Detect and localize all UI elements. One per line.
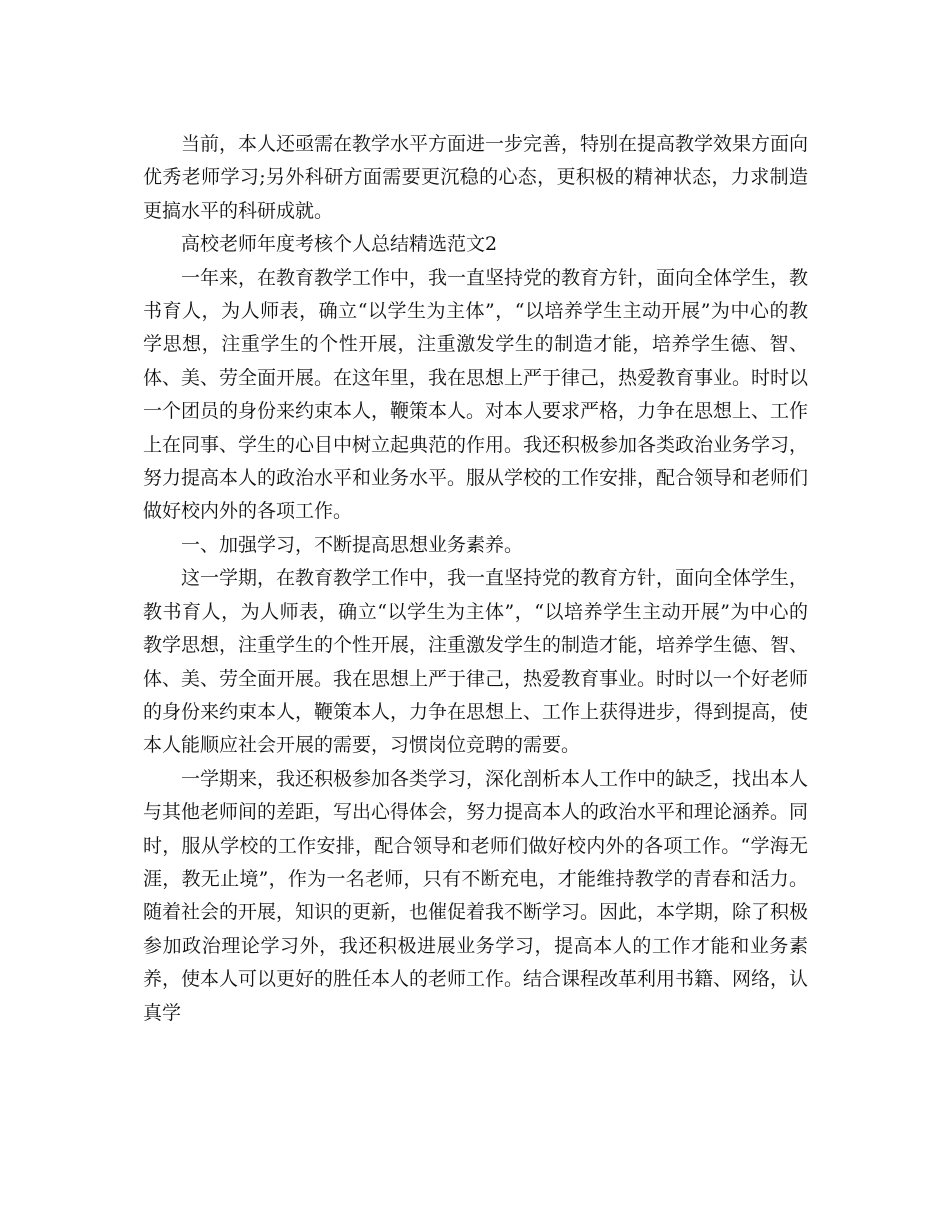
section-title-sample-2: 高校老师年度考核个人总结精选范文2 [181, 233, 498, 256]
paragraph-semester-thoughts: 这一学期，在教育教学工作中，我一直坚持党的教育方针，面向全体学生，教书育人，为人师表，确立“以学生为主体”，“以培养学生主动开展”为中心的教学思想，注重学生的个性开展，注重激发学生的制造才能，培养学生德、智、体、美、劳全面开展。我在思想上严于律己，热爱教育事业。时时以一个好老师的身份来约束本人，鞭策本人，力争在思想上、工作上获得进步，得到提高，使本人能顺应社会开展的需要，习惯岗位竞聘的需要。 [143, 567, 809, 757]
paragraph-improvement-plan: 当前，本人还亟需在教学水平方面进一步完善，特别在提高教学效果方面向优秀老师学习;另外科研方面需要更沉稳的心态，更积极的精神状态，力求制造更搞水平的科研成就。 [143, 133, 809, 222]
paragraph-year-review: 一年来，在教育教学工作中，我一直坚持党的教育方针，面向全体学生，教书育人，为人师表，确立“以学生为主体”，“以培养学生主动开展”为中心的教学思想，注重学生的个性开展，注重激发学生的制造才能，培养学生德、智、体、美、劳全面开展。在这年里，我在思想上严于律己，热爱教育事业。时时以一个团员的身份来约束本人，鞭策本人。对本人要求严格，力争在思想上、工作上在同事、学生的心目中树立起典范的作用。我还积极参加各类政治业务学习，努力提高本人的政治水平和业务水平。服从学校的工作安排，配合领导和老师们做好校内外的各项工作。 [143, 266, 809, 523]
document-body [143, 128, 808, 1030]
section-heading-strengthen-study: 一、加强学习，不断提高思想业务素养。 [181, 533, 524, 556]
paragraph-semester-learning: 一学期来，我还积极参加各类学习，深化剖析本人工作中的缺乏，找出本人与其他老师间的差距，写出心得体会，努力提高本人的政治水平和理论涵养。同时，服从学校的工作安排，配合领导和老师们做好校内外的各项工作。“学海无涯，教无止境”，作为一名老师，只有不断充电，才能维持教学的青春和活力。随着社会的开展，知识的更新，也催促着我不断学习。因此，本学期，除了积极参加政治理论学习外，我还积极进展业务学习，提高本人的工作才能和业务素养，使本人可以更好的胜任本人的老师工作。结合课程改革利用书籍、网络，认真学 [143, 767, 809, 1024]
